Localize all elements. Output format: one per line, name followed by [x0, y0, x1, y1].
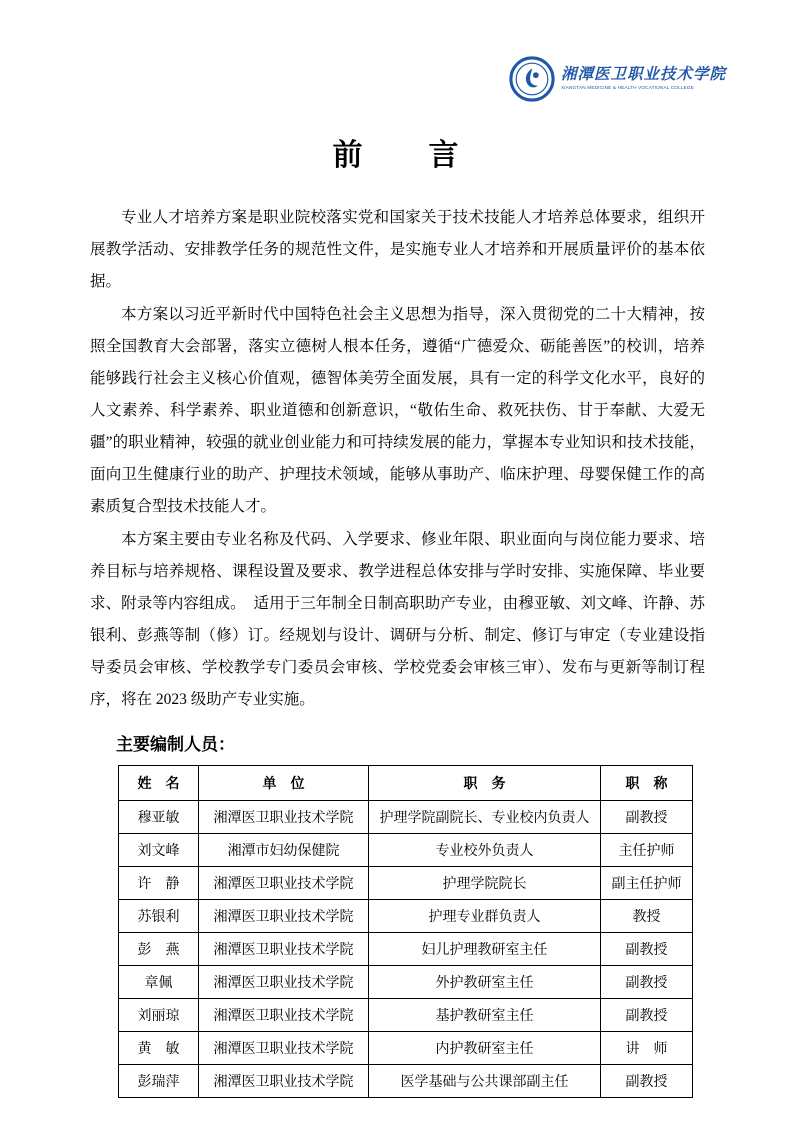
table-cell-duty: 护理学院院长 [369, 867, 601, 900]
table-cell-org: 湘潭医卫职业技术学院 [199, 999, 369, 1032]
table-cell-title: 副主任护师 [601, 867, 693, 900]
paragraph-2: 本方案以习近平新时代中国特色社会主义思想为指导，深入贯彻党的二十大精神，按照全国教育大会部署，落实立德树人根本任务，遵循“广德爱众、砺能善医”的校训，培养能够践行社会主义核心价值观，德智体美劳全面发展，具有一定的科学文化水平，良好的人文素养、科学素养、职业道德和创新意识，“敬佑生命、救死扶伤、甘于奉献、大爱无疆”的职业精神，较强的就业创业能力和可持续发展的能力，掌握本专业知识和技术技能，面向卫生健康行业的助产、护理技术领域，能够从事助产、临床护理、母婴保健工作的高素质复合型技术技能人才。 [90, 306, 705, 515]
table-cell-duty: 护理学院副院长、专业校内负责人 [369, 801, 601, 834]
table-row [119, 900, 693, 933]
table-row [119, 801, 693, 834]
table-header-name: 姓 名 [119, 766, 199, 801]
college-logo-icon [509, 56, 555, 102]
table-cell-title: 副教授 [601, 1065, 693, 1098]
table-cell-org: 湘潭医卫职业技术学院 [199, 1065, 369, 1098]
table-cell-title: 主任护师 [601, 834, 693, 867]
personnel-table [118, 765, 693, 1098]
college-name-cn: 湘潭医卫职业技术学院 [561, 66, 727, 83]
table-cell-duty: 护理专业群负责人 [369, 900, 601, 933]
table-cell-duty: 外护教研室主任 [369, 966, 601, 999]
table-cell-org: 湘潭医卫职业技术学院 [199, 801, 369, 834]
personnel-heading: 主要编制人员： [116, 735, 235, 754]
table-cell-title: 讲 师 [601, 1032, 693, 1065]
table-header-title: 职 称 [601, 766, 693, 801]
table-row [119, 933, 693, 966]
page-title: 前 言 [332, 139, 461, 172]
table-cell-name: 章佩 [119, 966, 199, 999]
table-row [119, 966, 693, 999]
table-cell-org: 湘潭医卫职业技术学院 [199, 966, 369, 999]
table-cell-name: 刘文峰 [119, 834, 199, 867]
document-body [90, 202, 705, 1098]
college-logo [509, 56, 727, 108]
table-cell-duty: 医学基础与公共课部副主任 [369, 1065, 601, 1098]
table-cell-duty: 专业校外负责人 [369, 834, 601, 867]
table-row [119, 999, 693, 1032]
table-cell-title: 教授 [601, 900, 693, 933]
table-header-org: 单 位 [199, 766, 369, 801]
table-cell-org: 湘潭医卫职业技术学院 [199, 1032, 369, 1065]
college-name-en: XIANGTAN MEDICINE & HEALTH VOCATIONAL COLLEGE [561, 86, 694, 91]
table-header-row [119, 766, 693, 801]
table-cell-title: 副教授 [601, 999, 693, 1032]
table-cell-duty: 妇儿护理教研室主任 [369, 933, 601, 966]
table-cell-duty: 内护教研室主任 [369, 1032, 601, 1065]
table-row [119, 834, 693, 867]
table-cell-name: 黄 敏 [119, 1032, 199, 1065]
table-cell-name: 彭 燕 [119, 933, 199, 966]
table-cell-title: 副教授 [601, 801, 693, 834]
table-cell-title: 副教授 [601, 966, 693, 999]
table-cell-name: 苏银利 [119, 900, 199, 933]
paragraph-1: 专业人才培养方案是职业院校落实党和国家关于技术技能人才培养总体要求，组织开展教学活动、安排教学任务的规范性文件，是实施专业人才培养和开展质量评价的基本依据。 [90, 209, 705, 290]
table-row [119, 1032, 693, 1065]
table-cell-org: 湘潭医卫职业技术学院 [199, 900, 369, 933]
table-cell-org: 湘潭医卫职业技术学院 [199, 933, 369, 966]
table-cell-name: 刘丽琼 [119, 999, 199, 1032]
table-cell-duty: 基护教研室主任 [369, 999, 601, 1032]
table-cell-org: 湘潭市妇幼保健院 [199, 834, 369, 867]
table-cell-org: 湘潭医卫职业技术学院 [199, 867, 369, 900]
table-row [119, 867, 693, 900]
table-header-duty: 职 务 [369, 766, 601, 801]
table-row [119, 1065, 693, 1098]
table-cell-title: 副教授 [601, 933, 693, 966]
paragraph-3: 本方案主要由专业名称及代码、入学要求、修业年限、职业面向与岗位能力要求、培养目标与培养规格、课程设置及要求、教学进程总体安排与学时安排、实施保障、毕业要求、附录等内容组成。 适用于三年制全日制高职助产专业，由穆亚敏、刘文峰、许静、苏银利、彭燕等制（修）订。经规划与设计、调研与分析、制定、修订与审定（专业建设指导委员会审核、学校教学专门委员会审核、学校党委会审核三审）、发布与更新等制订程序，将在 2023 级助产专业实施。 [90, 531, 705, 708]
table-cell-name: 穆亚敏 [119, 801, 199, 834]
table-cell-name: 彭瑞萍 [119, 1065, 199, 1098]
table-cell-name: 许 静 [119, 867, 199, 900]
college-name-block [561, 56, 731, 92]
